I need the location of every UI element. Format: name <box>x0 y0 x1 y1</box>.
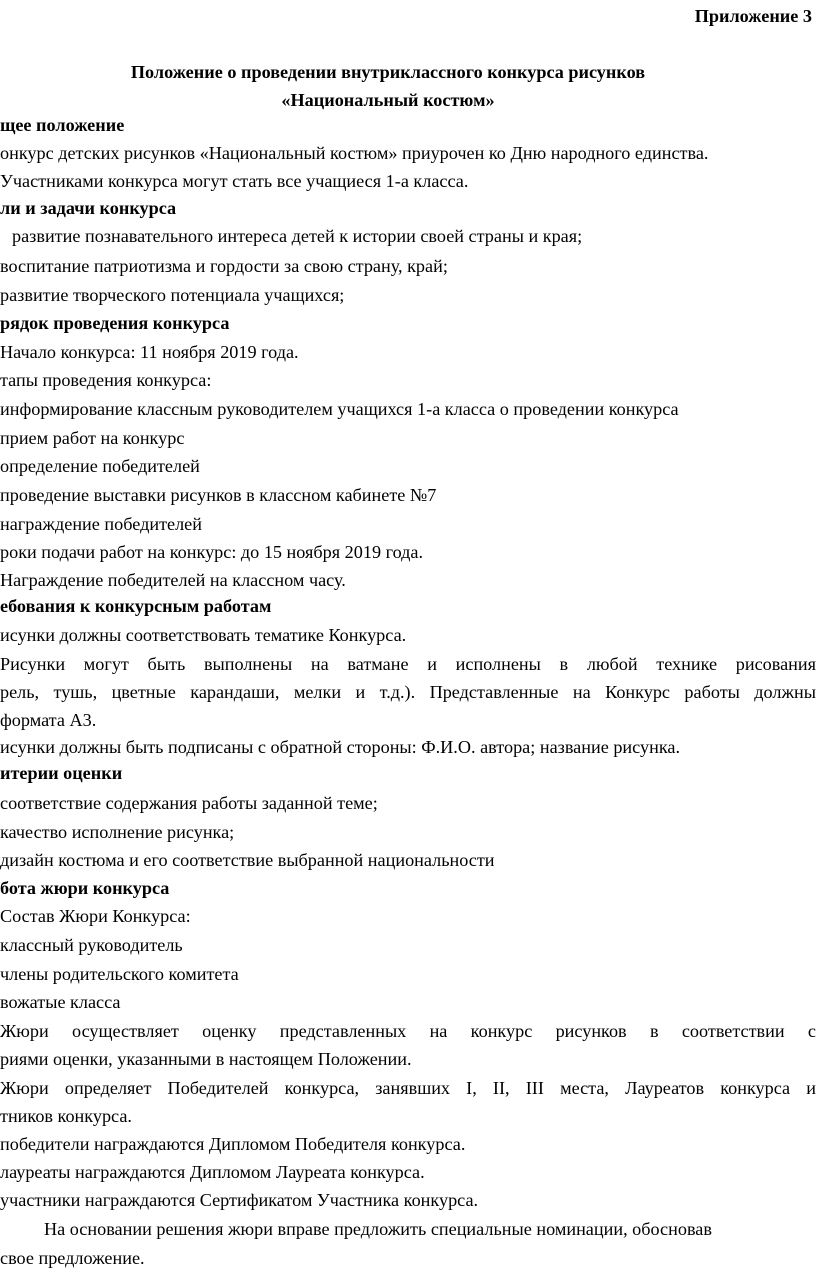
paragraph: Начало конкурса: 11 ноября 2019 года. <box>0 342 299 362</box>
paragraph: Состав Жюри Конкурса: <box>0 906 191 926</box>
paragraph: риями оценки, указанными в настоящем Положении. <box>0 1049 412 1069</box>
section-heading-procedure: рядок проведения конкурса <box>0 313 230 333</box>
document-title-line-2: «Национальный костюм» <box>281 90 495 110</box>
paragraph: Жюри определяет Победителей конкурса, занявших I, II, III места, Лауреатов конкурса и <box>0 1078 816 1098</box>
paragraph: исунки должны соответствовать тематике Конкурса. <box>0 625 407 645</box>
list-item: лауреаты награждаются Дипломом Лауреата конкурса. <box>0 1162 425 1182</box>
list-item: участники награждаются Сертификатом Участника конкурса. <box>0 1190 479 1210</box>
list-item: развитие познавательного интереса детей к истории своей страны и края; <box>12 226 583 246</box>
document-title-line-1: Положение о проведении внутриклассного конкурса рисунков <box>130 62 646 82</box>
list-item: победители награждаются Дипломом Победителя конкурса. <box>0 1134 466 1154</box>
paragraph: Награждение победителей на классном часу. <box>0 570 346 590</box>
list-item: проведение выставки рисунков в классном кабинете №7 <box>0 485 437 505</box>
list-item: качество исполнение рисунка; <box>0 822 235 842</box>
list-item: классный руководитель <box>0 935 183 955</box>
paragraph: онкурс детских рисунков «Национальный костюм» приурочен ко Дню народного единства. <box>0 143 709 163</box>
list-item: прием работ на конкурс <box>0 428 185 448</box>
paragraph: роки подачи работ на конкурс: до 15 ноября 2019 года. <box>0 542 424 562</box>
paragraph: рель, тушь, цветные карандаши, мелки и т.д.). Представленные на Конкурс работы должны <box>0 682 816 702</box>
section-heading-jury: бота жюри конкурса <box>0 878 170 898</box>
list-item: награждение победителей <box>0 514 202 534</box>
paragraph: исунки должны быть подписаны с обратной стороны: Ф.И.О. автора; название рисунка. <box>0 737 681 757</box>
list-item: вожатые класса <box>0 992 121 1012</box>
section-heading-requirements: ебования к конкурсным работам <box>0 596 272 616</box>
paragraph: тапы проведения конкурса: <box>0 370 212 390</box>
list-item: информирование классным руководителем учащихся 1-а класса о проведении конкурса <box>0 399 679 419</box>
paragraph: тников конкурса. <box>0 1106 132 1126</box>
list-item: определение победителей <box>0 456 200 476</box>
paragraph: Участниками конкурса могут стать все учащиеся 1-а класса. <box>0 171 469 191</box>
list-item: развитие творческого потенциала учащихся; <box>0 285 345 305</box>
paragraph: Жюри осуществляет оценку представленных на конкурс рисунков в соответствии с <box>0 1021 816 1041</box>
paragraph: формата А3. <box>0 710 97 730</box>
appendix-label: Приложение 3 <box>694 6 812 26</box>
section-heading-goals: ли и задачи конкурса <box>0 198 177 218</box>
section-heading-general: щее положение <box>0 115 125 135</box>
paragraph: Рисунки могут быть выполнены на ватмане и исполнены в любой технике рисования <box>0 654 816 674</box>
list-item: члены родительского комитета <box>0 964 239 984</box>
paragraph: свое предложение. <box>0 1248 145 1268</box>
section-heading-criteria: итерии оценки <box>0 763 123 783</box>
list-item: дизайн костюма и его соответствие выбранной национальности <box>0 850 495 870</box>
list-item: воспитание патриотизма и гордости за свою страну, край; <box>0 256 448 276</box>
list-item: соответствие содержания работы заданной теме; <box>0 793 378 813</box>
paragraph: На основании решения жюри вправе предложить специальные номинации, обосновав <box>44 1219 712 1239</box>
